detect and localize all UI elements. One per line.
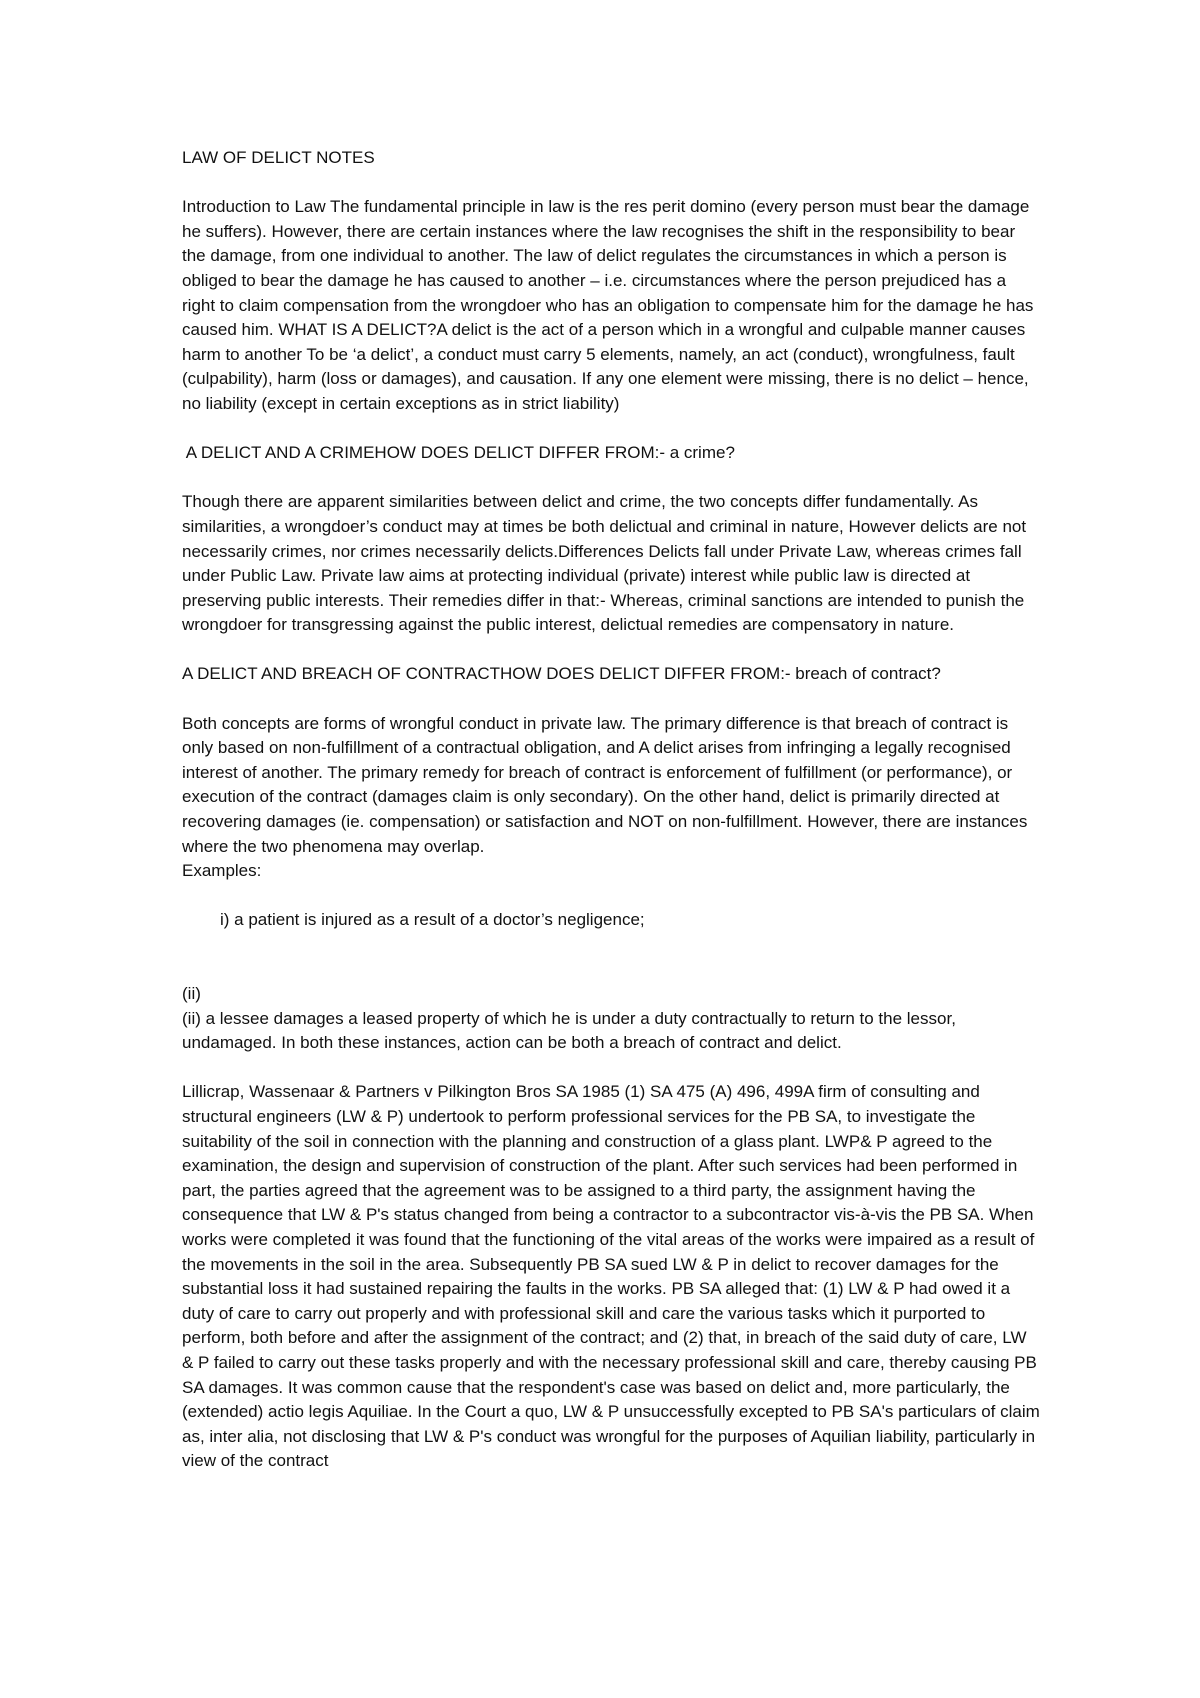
document-title: LAW OF DELICT NOTES xyxy=(182,148,375,167)
document-body xyxy=(182,146,1042,1474)
contract-paragraph: Both concepts are forms of wrongful conduct in private law. The primary difference is that breach of contract is only based on non-fulfillment of a contractual obligation, and A delict arises from infringing a legally recognised interest of another. The primary remedy for breach of contract is enforcement of fulfillment (or performance), or execution of the contract (damages claim is only secondary). On the other hand, delict is primarily directed at recovering damages (ie. compensation) or satisfaction and NOT on non-fulfillment. However, there are instances where the two phenomena may overlap. xyxy=(182,713,1028,856)
case-paragraph: Lillicrap, Wassenaar & Partners v Pilkington Bros SA 1985 (1) SA 475 (A) 496, 499A firm of consulting and structural engineers (LW & P) undertook to perform professional services for the PB SA, to investigate the suitability of the soil in connection with the planning and construction of a glass plant. LWP& P agreed to the examination, the design and supervision of construction of the plant. After such services had been performed in part, the parties agreed that the agreement was to be assigned to a third party, the assignment having the consequence that LW & P's status changed from being a contractor to a subcontractor vis-à-vis the PB SA. When works were completed it was found that the functioning of the vital areas of the works were impaired as a result of the movements in the soil in the area. Subsequently PB SA sued LW & P in delict to recover damages for the substantial loss it had sustained repairing the faults in the works. PB SA alleged that: (1) LW & P had owed it a duty of care to carry out properly and with professional skill and care the various tasks which it purported to perform, both before and after the assignment of the contract; and (2) that, in breach of the said duty of care, LW & P failed to carry out these tasks properly and with the necessary professional skill and care, thereby causing PB SA damages. It was common cause that the respondent's case was based on delict and, more particularly, the (extended) actio legis Aquiliae. In the Court a quo, LW & P unsuccessfully excepted to PB SA's particulars of claim as, inter alia, not disclosing that LW & P's conduct was wrongful for the purposes of Aquilian liability, particularly in view of the contract xyxy=(182,1082,1040,1471)
section-heading-contract: A DELICT AND BREACH OF CONTRACTHOW DOES DELICT DIFFER FROM:- breach of contract? xyxy=(182,664,941,684)
intro-paragraph: Introduction to Law The fundamental principle in law is the res perit domino (every person must bear the damage he suffers). However, there are certain instances where the law recognises the shift in the responsibility to bear the damage, from one individual to another. The law of delict regulates the circumstances in which a person is obliged to bear the damage he has caused to another – i.e. circumstances where the person prejudiced has a right to claim compensation from the wrongdoer who has an obligation to compensate him for the damage he has caused him. WHAT IS A DELICT?A delict is the act of a person which in a wrongful and culpable manner causes harm to another To be ‘a delict’, a conduct must carry 5 elements, namely, an act (conduct), wrongfulness, fault (culpability), harm (loss or damages), and causation. If any one element were missing, there is no delict – hence, no liability (except in certain exceptions as in strict liability) xyxy=(182,197,1034,413)
section-heading-crime: A DELICT AND A CRIMEHOW DOES DELICT DIFFER FROM:- a crime? xyxy=(182,443,735,463)
example-item-ii: (ii) a lessee damages a leased property of which he is under a duty contractually to return to the lessor, undamaged. In both these instances, action can be both a breach of contract and delict. xyxy=(182,1008,956,1053)
examples-label: Examples: xyxy=(182,861,262,881)
crime-paragraph: Though there are apparent similarities between delict and crime, the two concepts differ fundamentally. As similarities, a wrongdoer’s conduct may at times be both delictual and criminal in nature, However delicts are not necessarily crimes, nor crimes necessarily delicts.Differences Delicts fall under Private Law, whereas crimes fall under Public Law. Private law aims at protecting individual (private) interest while public law is directed at preserving public interests. Their remedies differ in that:- Whereas, criminal sanctions are intended to punish the wrongdoer for transgressing against the public interest, delictual remedies are compensatory in nature. xyxy=(182,492,1027,635)
example-item-i: i) a patient is injured as a result of a doctor’s negligence; xyxy=(220,910,645,930)
example-item-ii-marker: (ii) xyxy=(182,984,201,1003)
